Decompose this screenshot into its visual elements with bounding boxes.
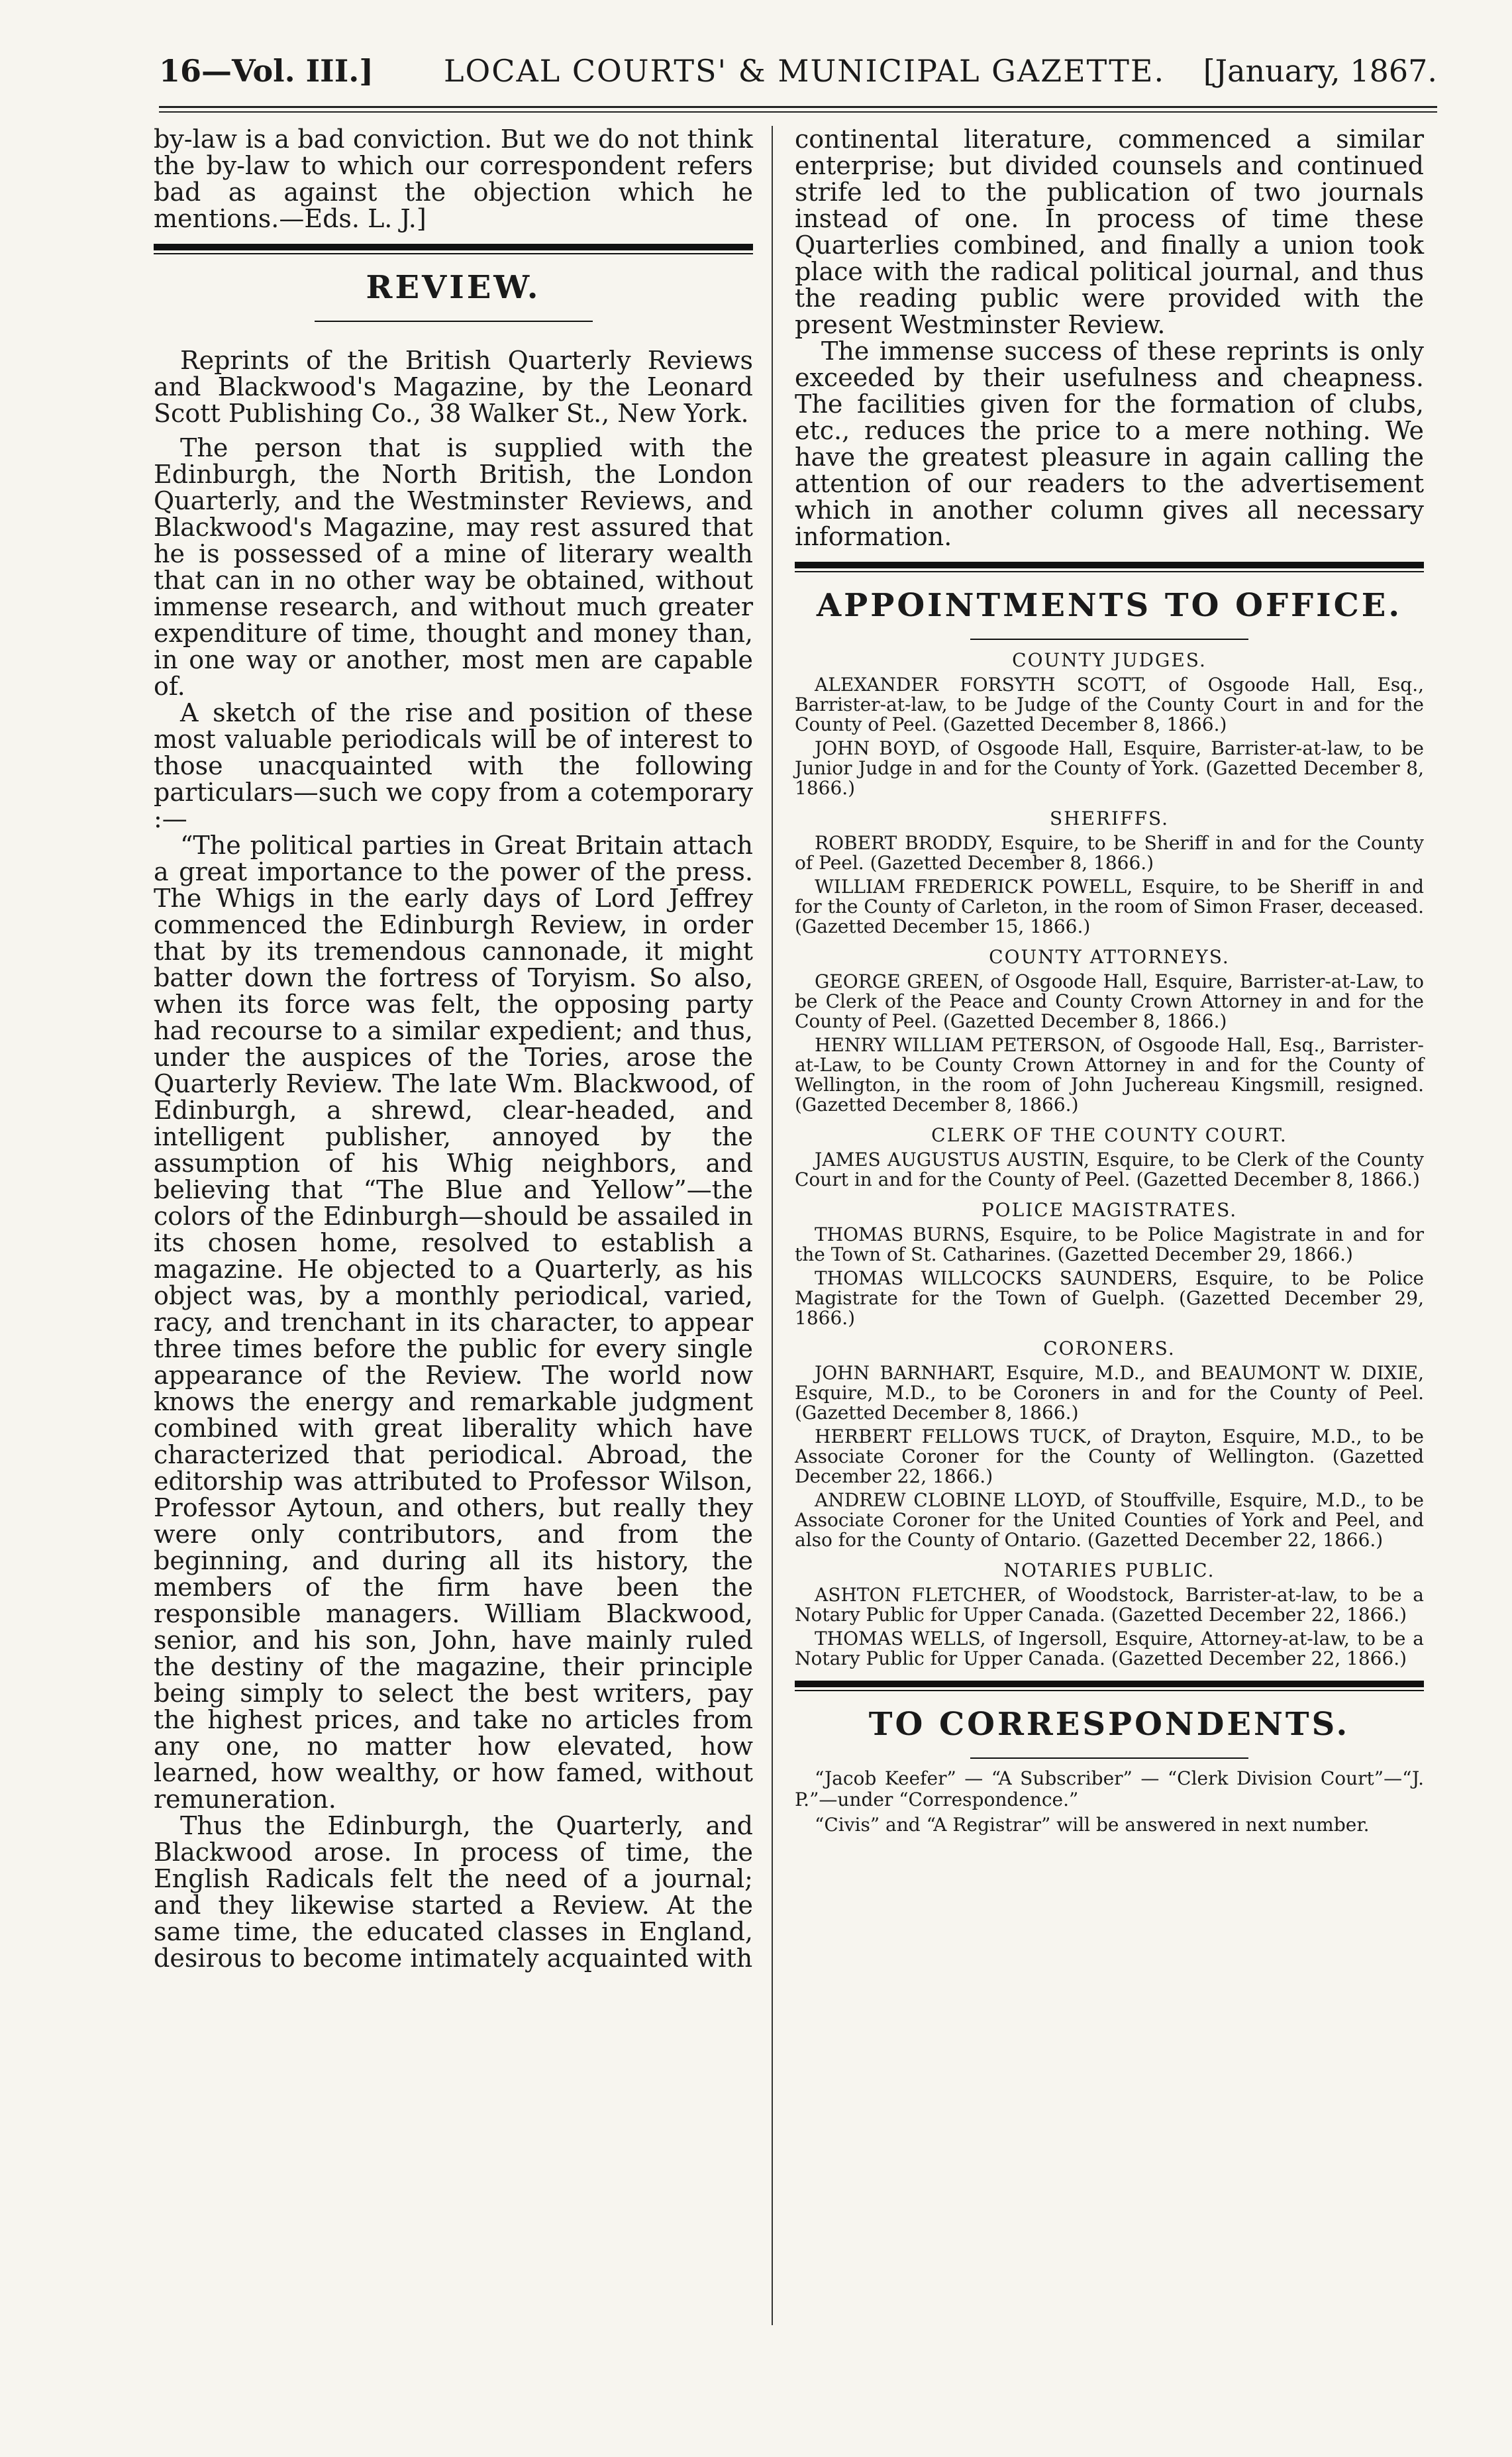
section-rule-thin	[154, 253, 753, 254]
appointment-entry: THOMAS WELLS, of Ingersoll, Esquire, Attorney-at-law, to be a Notary Public for Upper Canada. (Gazetted December 22, 1866.)	[795, 1628, 1424, 1669]
correspondents-note-2: “Civis” and “A Registrar” will be answered in next number.	[815, 1814, 1370, 1836]
appointments-rule-thick	[795, 562, 1424, 568]
column-divider	[772, 126, 773, 2325]
county-judges-heading: COUNTY JUDGES.	[1012, 649, 1207, 671]
appointment-entry: ANDREW CLOBINE LLOYD, of Stouffville, Esquire, M.D., to be Associate Coroner for the United Counties of York and Peel, and also for the County of Ontario. (Gazetted December 22, 1866.)	[795, 1489, 1424, 1551]
correspondents-rule-thick	[795, 1681, 1424, 1687]
appointments-rule-thin	[795, 571, 1424, 572]
left-column	[154, 126, 753, 1971]
sheriffs-heading: SHERIFFS.	[1049, 808, 1170, 829]
county-attorneys-heading: COUNTY ATTORNEYS.	[989, 946, 1230, 968]
appointment-entry: THOMAS WILLCOCKS SAUNDERS, Esquire, to be Police Magistrate for the Town of Guelph. (Gazetted December 29, 1866.)	[795, 1267, 1424, 1329]
review-citation: Reprints of the British Quarterly Reviews and Blackwood's Magazine, by the Leonard Scott Publishing Co., 38 Walker St., New York.	[154, 346, 753, 428]
review-paragraph-3: “The political parties in Great Britain attach a great importance to the power of the press. The Whigs in the early days of Lord Jeffrey commenced the Edinburgh Review, in order that by its tremendous cannonade, it might batter down the fortress of Toryism. So also, when its force was felt, the opposing party had recourse to a similar expedient; and thus, under the auspices of the Tories, arose the Quarterly Review. The late Wm. Blackwood, of Edinburgh, a shrewd, clear-headed, and intelligent publisher, annoyed by the assumption of his Whig neighbors, and believing that “The Blue and Yellow”—the colors of the Edinburgh—should be assailed in its chosen home, resolved to establish a magazine. He objected to a Quarterly, as his object was, by a monthly periodical, varied, racy, and trenchant in its character, to appear three times before the public for every single appearance of the Review. The world now knows the energy and remarkable judgment combined with great liberality which have characterized that periodical. Abroad, the editorship was attributed to Professor Wilson, Professor Aytoun, and others, but really they were only contributors, and from the beginning, and during all its history, the members of the firm have been the responsible managers. William Blackwood, senior, and his son, John, have mainly ruled the destiny of the magazine, their principle being simply to select the best writers, pay the highest prices, and take no articles from any one, no matter how elevated, how learned, how wealthy, or how famed, without remuneration.	[154, 831, 753, 1814]
review-paragraph-4: Thus the Edinburgh, the Quarterly, and Blackwood arose. In process of time, the English Radicals felt the need of a journal; and they likewise started a Review. At the same time, the educated classes in England, desirous to become intimately acquainted with	[154, 1811, 753, 1973]
editor-note: by-law is a bad conviction. But we do not think the by-law to which our correspondent refers bad as against the objection which he mentions.—Eds. L. J.]	[154, 125, 753, 233]
appointment-entry: ALEXANDER FORSYTH SCOTT, of Osgoode Hall, Esq., Barrister-at-law, to be Judge of the County Court in and for the County of Peel. (Gazetted December 8, 1866.)	[795, 674, 1424, 735]
notaries-heading: NOTARIES PUBLIC.	[1003, 1559, 1215, 1581]
reprints-paragraph: The immense success of these reprints is only exceeded by their usefulness and cheapness. The facilities given for the formation of clubs, etc., reduces the price to a mere nothing. We have the greatest pleasure in again calling the attention of our readers to the advertisement which in another column gives all necessary information.	[795, 337, 1424, 551]
continued-paragraph: continental literature, commenced a similar enterprise; but divided counsels and continued strife led to the publication of two journals instead of one. In process of time these Quarterlies combined, and finally a union took place with the radical political journal, and thus the reading public were provided with the present Westminster Review.	[795, 125, 1424, 339]
appointment-entry: ASHTON FLETCHER, of Woodstock, Barrister-at-law, to be a Notary Public for Upper Canada. (Gazetted December 22, 1866.)	[795, 1584, 1424, 1626]
review-heading: REVIEW.	[366, 269, 541, 306]
volume-page-number: 16—Vol. III.]	[159, 53, 374, 89]
appointment-entry: GEORGE GREEN, of Osgoode Hall, Esquire, Barrister-at-Law, to be Clerk of the Peace and County Crown Attorney in and for the County of Peel. (Gazetted December 8, 1866.)	[795, 970, 1424, 1032]
appointments-heading: APPOINTMENTS TO OFFICE.	[816, 587, 1403, 624]
correspondents-rule	[970, 1757, 1248, 1759]
coroners-heading: CORONERS.	[1043, 1337, 1176, 1359]
appointments-rule	[970, 639, 1248, 640]
review-paragraph-1: The person that is supplied with the Edinburgh, the North British, the London Quarterly, and the Westminster Reviews, and Blackwood's Magazine, may rest assured that he is possessed of a mine of literary wealth that can in no other way be obtained, without immense research, and without much greater expenditure of time, thought and money than, in one way or another, most men are capable of.	[154, 433, 753, 701]
police-magistrates-heading: POLICE MAGISTRATES.	[981, 1199, 1238, 1221]
appointment-entry: ROBERT BRODDY, Esquire, to be Sheriff in and for the County of Peel. (Gazetted December 8, 1866.)	[795, 832, 1424, 874]
appointment-entry: THOMAS BURNS, Esquire, to be Police Magistrate in and for the Town of St. Catharines. (Gazetted December 29, 1866.)	[795, 1224, 1424, 1265]
appointment-entry: HERBERT FELLOWS TUCK, of Drayton, Esquire, M.D., to be Associate Coroner for the County of Wellington. (Gazetted December 22, 1866.)	[795, 1426, 1424, 1487]
appointment-entry: WILLIAM FREDERICK POWELL, Esquire, to be Sheriff in and for the County of Carleton, in the room of Simon Fraser, deceased. (Gazetted December 15, 1866.)	[795, 876, 1424, 937]
appointment-entry: JOHN BARNHART, Esquire, M.D., and BEAUMONT W. DIXIE, Esquire, M.D., to be Coroners in and for the County of Peel. (Gazetted December 8, 1866.)	[795, 1362, 1424, 1424]
issue-date: [January, 1867.	[1203, 53, 1437, 89]
review-paragraph-2: A sketch of the rise and position of these most valuable periodicals will be of interest to those unacquainted with the following particulars—such we copy from a cotemporary :—	[154, 698, 753, 833]
correspondents-rule-thin	[795, 1690, 1424, 1691]
appointment-entry: JAMES AUGUSTUS AUSTIN, Esquire, to be Clerk of the County Court in and for the County of Peel. (Gazetted December 8, 1866.)	[795, 1149, 1424, 1190]
appointment-entry: JOHN BOYD, of Osgoode Hall, Esquire, Barrister-at-law, to be Junior Judge in and for the County of York. (Gazetted December 8, 1866.)	[795, 737, 1424, 799]
appointment-entry: HENRY WILLIAM PETERSON, of Osgoode Hall, Esq., Barrister-at-Law, to be County Crown Attorney in and for the County of Wellington, in the room of John Juchereau Kingsmill, resigned. (Gazetted December 8, 1866.)	[795, 1034, 1424, 1116]
header-rule-secondary	[159, 111, 1437, 113]
header-rule	[159, 106, 1437, 108]
correspondents-note-1: “Jacob Keefer” — “A Subscriber” — “Clerk Division Court”—“J. P.”—under “Correspondence.”	[795, 1767, 1424, 1810]
publication-title: LOCAL COURTS' & MUNICIPAL GAZETTE.	[444, 53, 1166, 89]
page-header	[159, 53, 1437, 106]
right-column	[795, 126, 1424, 1840]
correspondents-heading: TO CORRESPONDENTS.	[868, 1706, 1350, 1743]
review-rule	[315, 321, 593, 322]
section-rule-thick	[154, 244, 753, 250]
clerk-heading: CLERK OF THE COUNTY COURT.	[931, 1124, 1287, 1146]
